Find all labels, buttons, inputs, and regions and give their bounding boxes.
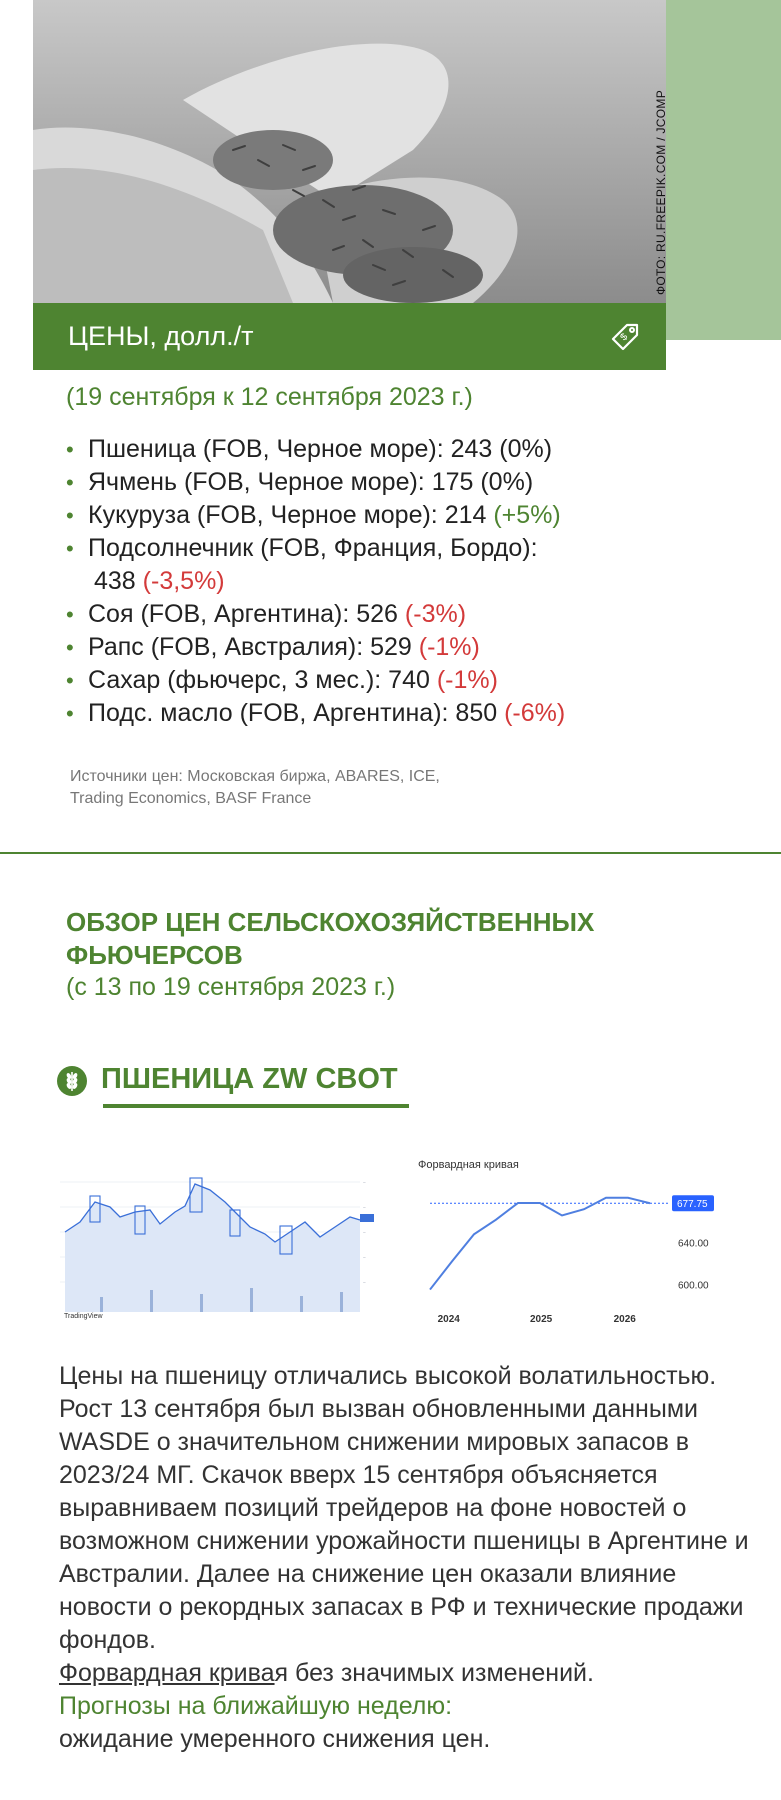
price-item-text: Рапс (FOB, Австралия): 529 (88, 633, 419, 661)
photo-credit-text: ФОТО: RU.FREEPIK.COM / JCOMP (654, 90, 668, 295)
forward-curve-note (59, 1657, 759, 1690)
wheat-heading-underline (103, 1104, 409, 1108)
price-change: (-3,5%) (142, 567, 225, 595)
forward-curve-note-text: я без значимых изменений. (274, 1659, 594, 1687)
price-item (66, 598, 565, 631)
wheat-icon (57, 1066, 87, 1096)
price-item (66, 631, 565, 664)
price-item (66, 532, 565, 565)
x-tick-label: 2025 (530, 1314, 553, 1325)
forward-curve-title: Форвардная кривая (418, 1159, 519, 1171)
price-item-text: Подсолнечник (FOB, Франция, Бордо): (88, 534, 538, 562)
wheat-heading: ПШЕНИЦА ZW CBOT (101, 1063, 398, 1095)
price-item-text: 438 (94, 567, 143, 595)
overview-title: ОБЗОР ЦЕН СЕЛЬСКОХОЗЯЙСТВЕННЫХ ФЬЮЧЕРСОВ (66, 907, 595, 970)
grain-photo (33, 0, 666, 303)
price-item (66, 697, 565, 730)
banner-title: ЦЕНЫ, долл./т (68, 321, 254, 351)
price-item-text: Ячмень (FOB, Черное море): 175 (88, 468, 481, 496)
svg-text:−: − (363, 1255, 366, 1261)
wheat-paragraph: Цены на пшеницу отличались высокой волатильностью. Рост 13 сентября был вызван обновленными данными WASDE о значительном снижении мировых запасов в 2023/24 МГ. Скачок вверх 15 сентября объясняется выравниваем позиций трейдеров на фоне новостей о возможном снижении урожайности пшеницы в Аргентине и Австралии. Далее на снижение цен оказали влияние новости о рекордных запасах в РФ и технические продажи фондов. (59, 1362, 749, 1654)
svg-text:−: − (363, 1280, 366, 1286)
price-item-text: Соя (FOB, Аргентина): 526 (88, 600, 405, 628)
svg-text:−: − (363, 1205, 366, 1211)
bullet: • (66, 668, 74, 693)
last-value-label: 677.75 (677, 1199, 708, 1211)
bullet: • (66, 602, 74, 627)
prices-period: (19 сентября к 12 сентября 2023 г.) (66, 383, 473, 411)
price-change: (-6%) (504, 699, 566, 727)
svg-text:−: − (363, 1230, 366, 1236)
price-tag-icon (605, 317, 645, 357)
header-left-margin (0, 0, 33, 340)
price-change: (0%) (499, 435, 553, 463)
tradingview-price-chart (60, 1162, 380, 1322)
bullet: • (66, 470, 74, 495)
bullet: • (66, 437, 74, 462)
price-item (66, 433, 565, 466)
prices-banner (33, 303, 666, 370)
overview-period: (с 13 по 19 сентября 2023 г.) (66, 973, 396, 1001)
price-change: (0%) (480, 468, 534, 496)
photo-credit (640, 40, 668, 300)
y-tick-label: 640.00 (678, 1238, 709, 1250)
sources-line: Источники цен: Московская биржа, ABARES, ICE, (70, 768, 440, 785)
price-item-text: Сахар (фьючерс, 3 мес.): 740 (88, 666, 437, 694)
price-change: (-1%) (418, 633, 480, 661)
price-item-text: Кукуруза (FOB, Черное море): 214 (88, 501, 494, 529)
price-item-continued (66, 565, 565, 598)
section-divider (0, 852, 781, 854)
y-tick-label: 600.00 (678, 1280, 709, 1292)
price-item (66, 499, 565, 532)
svg-text:$: $ (618, 331, 631, 344)
price-change: (-3%) (404, 600, 467, 628)
bullet: • (66, 536, 74, 561)
price-item (66, 466, 565, 499)
price-item-text: Пшеница (FOB, Черное море): 243 (88, 435, 500, 463)
price-list (66, 433, 565, 730)
forward-curve-chart (410, 1150, 755, 1330)
forecast-text: ожидание умеренного снижения цен. (59, 1725, 491, 1753)
x-tick-label: 2026 (613, 1314, 636, 1325)
price-sources (70, 766, 590, 810)
bullet: • (66, 635, 74, 660)
sources-line: Trading Economics, BASF France (70, 790, 312, 807)
price-change: (-1%) (436, 666, 498, 694)
bullet: • (66, 503, 74, 528)
tradingview-brand: TradingView (64, 1313, 103, 1320)
bullet: • (66, 701, 74, 726)
x-tick-label: 2024 (437, 1314, 460, 1325)
svg-text:−: − (363, 1180, 366, 1186)
wheat-commentary (59, 1360, 759, 1756)
price-item (66, 664, 565, 697)
price-change: (+5%) (493, 501, 561, 529)
forward-curve-link[interactable]: Форвардная крива (59, 1659, 275, 1687)
price-item-text: Подс. масло (FOB, Аргентина): 850 (88, 699, 505, 727)
forecast-label: Прогнозы на ближайшую неделю: (59, 1692, 453, 1720)
